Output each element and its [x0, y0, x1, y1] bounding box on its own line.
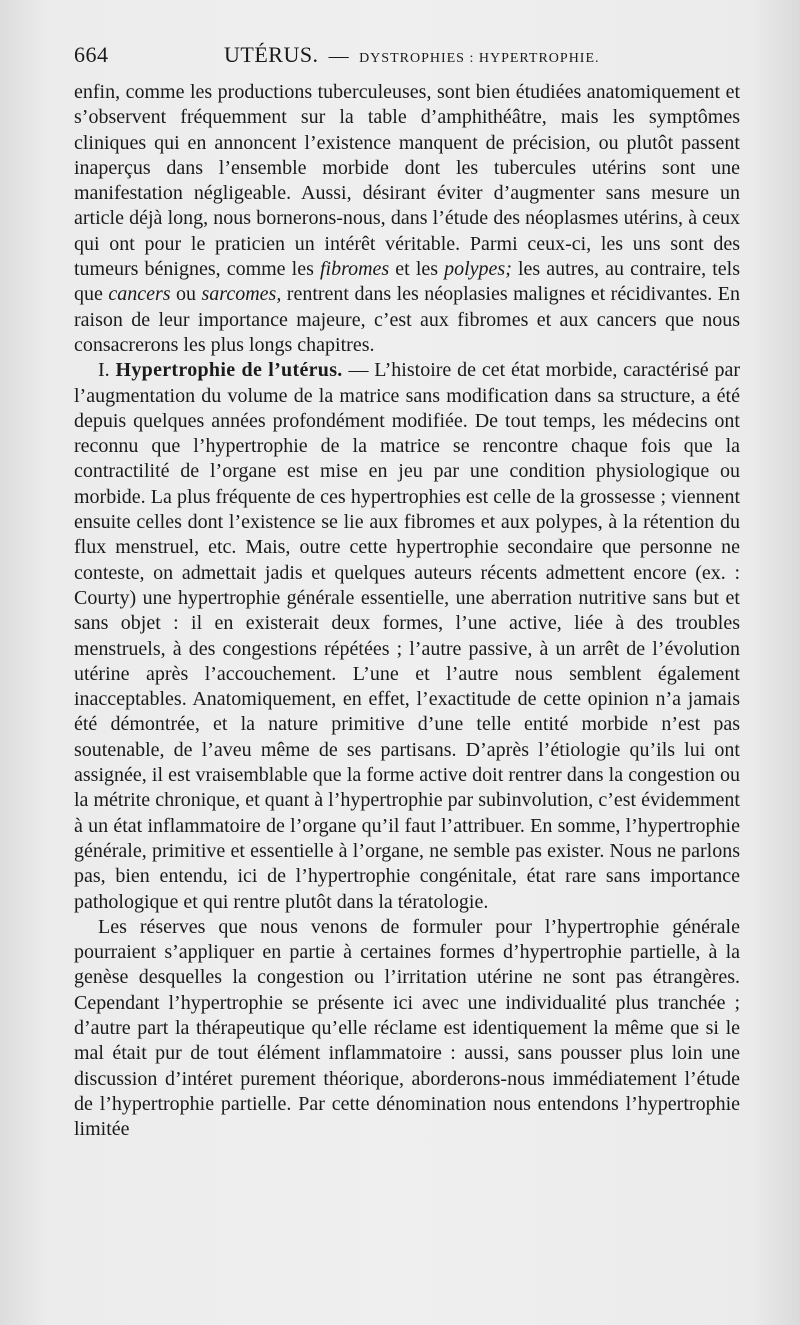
italic-term: polypes; — [444, 258, 512, 281]
running-head-subtitle: DYSTROPHIES : HYPERTROPHIE. — [359, 51, 600, 66]
running-header — [74, 42, 740, 72]
italic-term: fibromes — [319, 258, 390, 281]
section-number: I. — [98, 359, 110, 382]
body-text — [74, 80, 740, 1142]
running-head-title: UTÉRUS. — [224, 42, 319, 67]
text-run: enfin, comme les productions tuberculeuses, sont bien étudiées anatomiquement et s’observent fréquemment sur la table d’amphithéâtre, mais les symptômes cliniques qui en annoncent l’existence manquent de précision, ou plutôt passent inaperçus dans l’ensemble morbide dont les tubercules utérins sont une manifestation négligeable. Aussi, désirant éviter d’augmenter sans mesure un article déjà long, nous bornerons-nous, dans l’étude des néoplasmes utérins, à ceux qui ont pour le praticien un intérêt véritable. Parmi ceux-ci, les uns sont des tumeurs bénignes, comme les — [74, 81, 740, 281]
text-run: ou — [170, 283, 202, 306]
running-head-dash: — — [328, 45, 350, 67]
text-run: Les réserves que nous venons de formuler pour l’hypertrophie générale pourraient s’appliquer en partie à certaines formes d’hypertrophie partielle, à la genèse desquelles la congestion ou l’irritation utérine ne sont pas étrangères. Cependant l’hypertrophie se présente ici avec une individualité plus tranchée ; d’autre part la thérapeutique qu’elle réclame est identiquement la même que si le mal était pur de tout élément inflammatoire : aussi, sans pousser plus loin une discussion d’intéret purement théorique, aborderons-nous immédiatement l’étude de l’hypertrophie partielle. Par cette dénomination nous entendons l’hypertrophie limitée — [74, 915, 740, 1141]
page-number: 664 — [74, 42, 109, 67]
paragraph-hypertrophie — [74, 358, 740, 915]
text-run: les autres, au contraire, tels que — [74, 258, 740, 306]
paragraph-reserves — [74, 915, 740, 1143]
section-title: Hypertrophie de l’utérus. — [115, 359, 343, 382]
text-run: et les — [389, 258, 445, 281]
paragraph-continuation — [74, 80, 740, 358]
running-head — [224, 42, 600, 68]
italic-term: sarcomes, — [201, 283, 282, 306]
text-run: — L’histoire de cet état morbide, caractérisé par l’augmentation du volume de la matrice sans modification dans sa structure, a été depuis quelques années profondément modifiée. De tout temps, les médecins ont reconnu que l’hypertrophie de la matrice se rencontre chaque fois que la contractilité de l’organe est mise en jeu par une condition physiologique ou morbide. La plus fréquente de ces hypertrophies est celle de la grossesse ; viennent ensuite celles dont l’existence se lie aux fibromes et aux polypes, à la rétention du flux menstruel, etc. Mais, outre cette hypertrophie secondaire que personne ne conteste, on admettait jadis et quelques auteurs récents admettent encore (ex. : Courty) une hypertrophie générale essentielle, une aberration nutritive sans but et sans objet : il en existerait deux formes, l’une active, liée à des troubles menstruels, à des congestions répétées ; l’autre passive, à un arrêt de l’évolution utérine après l’accouchement. L’une et l’autre nous semblent également inacceptables. Anatomiquement, en effet, l’exactitude de cette opinion n’a jamais été démontrée, et la nature primitive d’une telle entité morbide n’est pas soutenable, de l’aveu même de ses partisans. D’après l’étiologie qu’ils lui ont assignée, il est vraisemblable que la forme active doit rentrer dans la congestion ou la métrite chronique, et quant à l’hypertrophie par subinvolution, c’est évidemment à un état inflammatoire de l’organe qu’il faut l’attribuer. En somme, l’hypertrophie générale, primitive et essentielle à l’organe, ne semble pas exister. Nous ne parlons pas, bien entendu, ici de l’hypertrophie congénitale, état rare sans importance pathologique et qui rentre plutôt dans la tératologie. — [74, 359, 740, 913]
text-run: rentrent dans les néoplasies malignes et récidivantes. En raison de leur importance majeure, c’est aux fibromes et aux cancers que nous consacrerons les plus longs chapitres. — [74, 283, 740, 356]
italic-term: cancers — [108, 283, 171, 306]
